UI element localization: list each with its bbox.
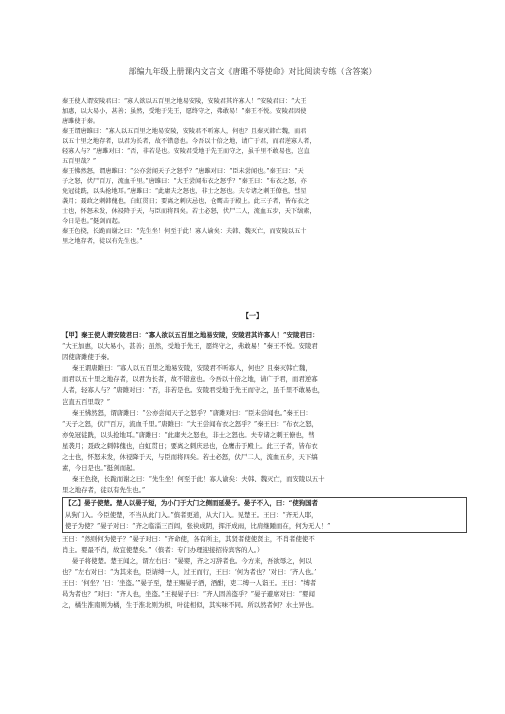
text-line: 唐雎使于秦。 — [62, 118, 100, 125]
text-line: 今日是也。”挺剑而起。 — [62, 218, 124, 225]
yi-line: 晏子将使楚。楚王闻之，谓左右曰：“晏婴，齐之习辞者也。今方来，吾欲辱之，何以 — [72, 556, 312, 565]
jia-line: 里之地存者，徒以有先生也。” — [62, 486, 146, 495]
jia-line: 之士也，怀怒未发，休祲降于天，与臣而将四矣。若士必怒，伏尸二人，流血五步，天下缟 — [62, 453, 318, 462]
jia-line: 秦王谓唐雎曰：“寡人以五百里之地易安陵，安陵君不听寡人，何也？且秦灭韩亡魏， — [72, 364, 312, 373]
text-line: 秦王谓唐雎曰：“寡人以五百里之地易安陵，安陵君不听寡人，何也？且秦灭韩亡魏，而君 — [62, 128, 307, 135]
jia-line: 岂直五百里哉？” — [62, 397, 111, 406]
jia-line: 亦免冠徒跣，以头抢地耳。”唐雎曰：“此庸夫之怒也，非士之怒也。夫专诸之刺王僚也，彗 — [62, 430, 315, 439]
yi-line: 从狗门入。今臣使楚，不当从此门入。”傧者更道，从大门入。见楚王。王曰：“齐无人耶， — [65, 510, 318, 519]
passage-original — [62, 97, 467, 247]
text-line: 秦王怫然怒，谓唐雎曰：“公亦尝闻天子之怒乎？”唐雎对曰：“臣未尝闻也。”秦王曰：“天 — [62, 168, 304, 175]
jia-line: 【甲】秦王使人谓安陵君曰：“寡人欲以五百里之地易安陵，安陵君其许寡人！”安陵君曰： — [62, 331, 319, 339]
jia-line: 秦王怫然怒，谓唐雎曰：“公亦尝闻天子之怒乎？”唐雎对曰：“臣未尝闻也。”秦王曰： — [72, 408, 312, 417]
yi-line: 王曰：‘何坐？’曰：‘坐盗。’”晏子至，楚王赐晏子酒，酒酣，吏二缚一人诣王。王曰：“缚者 — [62, 579, 317, 588]
text-line: 袭月；聂政之刺韩傀也，白虹贯日；要离之刺庆忌也，仓鹰击于殿上。此三子者，皆布衣之 — [62, 198, 310, 205]
text-line: 免冠徒跣，以头抢地耳。”唐雎曰：“此庸夫之怒也，非士之怒也。夫专诸之刺王僚也，彗星 — [62, 188, 307, 195]
jia-line: 而君以五十里之地存者，以君为长者，故不错意也。今吾以十倍之地，请广于君，而君逆寡 — [62, 375, 318, 384]
text-line: 轻寡人与？”唐雎对曰：“否，非若是也。安陵君受地于先王而守之，虽千里不敢易也，岂直 — [62, 148, 310, 155]
yi-line: 【乙】晏子使楚。楚人以晏子短，为小门于大门之侧而延晏子。晏子不入，曰：“使狗国者 — [65, 499, 318, 508]
text-line: 秦王色挠，长跪而谢之曰：“先生坐！何至于此！寡人谕矣：夫韩、魏灭亡，而安陵以五十 — [62, 228, 307, 235]
jia-line: 素，今日是也。”挺剑而起。 — [62, 464, 139, 473]
jia-line: 星袭月；聂政之刺韩傀也，白虹贯日；要离之刺庆忌也，仓鹰击于殿上。此三子者，皆布衣 — [62, 441, 318, 450]
yi-line: 肖主。婴最不肖，故宜使楚矣。”（傧者：专门办理迎接招待宾客的人。） — [62, 545, 264, 554]
jia-line: “天子之怒，伏尸百万，流血千里。”唐雎曰：“大王尝闻布衣之怒乎？”秦王曰：“布衣之怒， — [62, 419, 318, 428]
text-line: 子之怒，伏尸百万，流血千里。”唐雎曰：“大王尝闻布衣之怒乎？”秦王曰：“布衣之怒，亦 — [62, 178, 307, 185]
yi-line: 王曰：“然则何为使子？”晏子对曰：“齐命使，各有所主，其贤者使使贤主，不肖者使使不 — [62, 534, 315, 543]
section-marker: 【一】 — [242, 311, 263, 320]
jia-line: 人者，轻寡人与？”唐雎对曰：“否，非若是也。安陵君受地于先王而守之，虽千里不敢易也， — [62, 386, 325, 395]
passage-comparison — [62, 330, 467, 611]
yi-boxed-passage — [62, 497, 467, 532]
yi-line: 之，橘生淮南则为橘，生于淮北则为枳，叶徒相似，其实味不同。所以然者何？水土异也。 — [62, 601, 318, 610]
text-line: 士也，怀怒未发，休祲降于天，与臣而将四矣。若士必怒，伏尸二人，流血五步，天下缟素， — [62, 208, 316, 215]
text-line: 秦王使人谓安陵君曰：“寡人欲以五百里之地易安陵，安陵君其许寡人！”安陵君曰：“大王 — [62, 98, 307, 105]
yi-line: 使子为使？”晏子对曰：“齐之临淄三百闾，张袂成阴，挥汗成雨，比肩继踵而在，何为无人！” — [65, 521, 331, 530]
yi-line: 也？”左右对曰：“为其来也，臣请缚一人，过王而行，王曰：‘何为者也？’对曰：‘齐人也。’ — [62, 567, 317, 576]
jia-line: 因使唐雎使于秦。 — [62, 353, 114, 362]
text-line: 加惠，以大易小，甚善；虽然，受地于先王，愿终守之，弗敢易！”秦王不悦。安陵君因使 — [62, 108, 307, 115]
document-title: 部编九年级上册课内文言文《唐雎不辱使命》对比阅读专练（含答案） — [128, 67, 377, 76]
text-line: 五百里哉？” — [62, 158, 97, 165]
text-line: 里之地存者，徒以有先生也。” — [62, 238, 143, 245]
jia-line: 秦王色挠，长跪而谢之曰：“先生坐！何至于此！寡人谕矣：夫韩、魏灭亡，而安陵以五十 — [72, 475, 325, 484]
yi-line: 曷为者也？”对曰：“齐人也，坐盗。”王视晏子曰：“齐人固善盗乎？”晏子避席对曰：“婴闻 — [62, 590, 315, 599]
text-line: 以五十里之地存者，以君为长者，故不错意也。今吾以十倍之地，请广于君，而君逆寡人者， — [62, 138, 316, 145]
jia-line: “大王加惠，以大易小，甚善；虽然，受地于先王，愿终守之，弗敢易！”秦王不悦。安陵君 — [62, 342, 318, 351]
